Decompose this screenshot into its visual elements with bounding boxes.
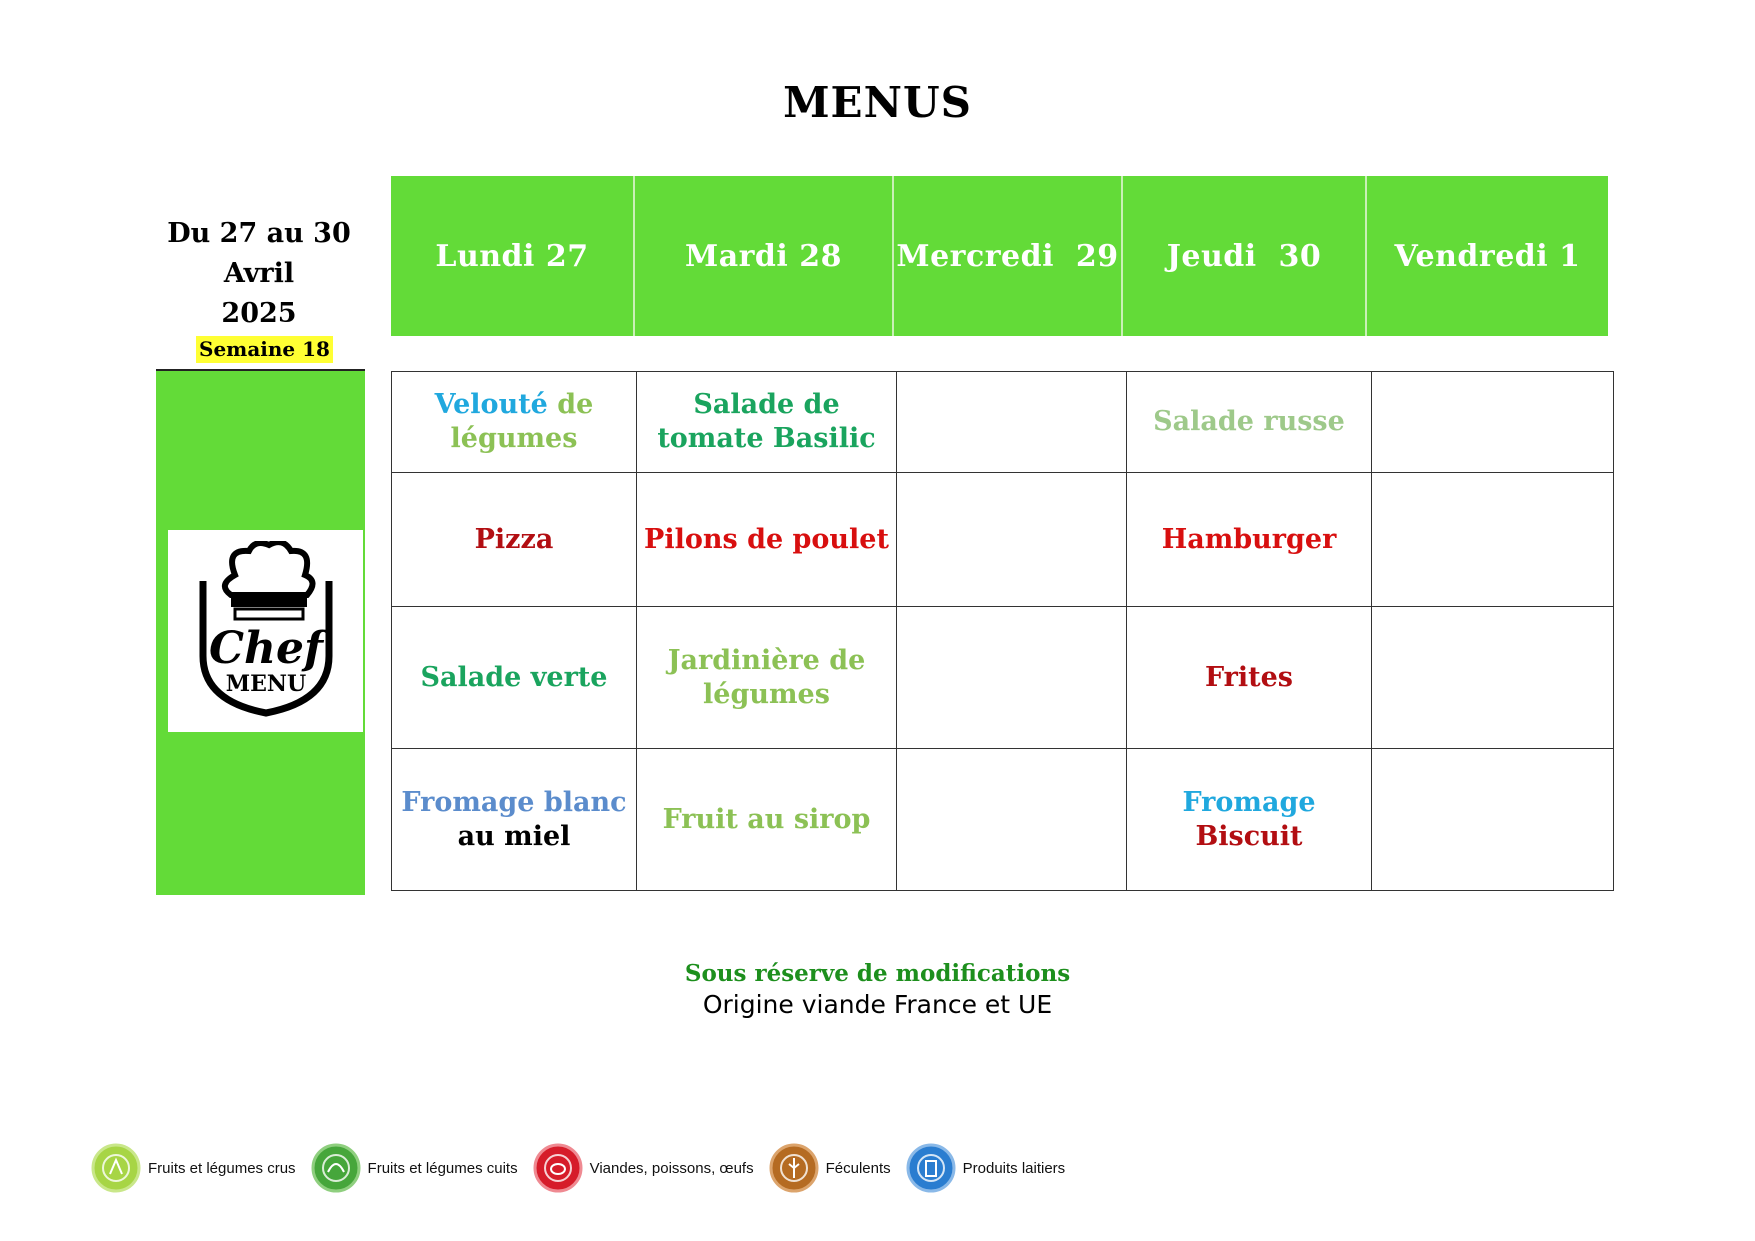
legend-item-cooked-veg: [310, 1142, 518, 1194]
logo-line1: Chef: [208, 623, 323, 674]
dish-thursday-dessert-part2: Biscuit: [1195, 820, 1303, 852]
cell-wednesday-side: [897, 607, 1127, 749]
starch-icon: [768, 1142, 820, 1194]
dish-monday-dessert-part1: Fromage blanc: [401, 786, 627, 818]
page-title: MENUS: [783, 78, 972, 127]
week-number-badge: Semaine 18: [196, 336, 333, 363]
cell-friday-dessert: [1372, 749, 1614, 891]
dish-monday-side: Salade verte: [392, 607, 637, 749]
legend-item-dairy: [905, 1142, 1066, 1194]
menu-row-main: [392, 473, 1614, 607]
dish-tuesday-main: Pilons de poulet: [637, 473, 897, 607]
chef-hat-icon: [191, 541, 341, 721]
legend-label-meat: Viandes, poissons, œufs: [589, 1159, 754, 1177]
dish-monday-starter-part1: Velouté: [434, 389, 548, 420]
dish-thursday-main: Hamburger: [1127, 473, 1372, 607]
cell-friday-side: [1372, 607, 1614, 749]
dish-monday-dessert-part2: au miel: [457, 820, 571, 852]
menu-row-starter: [392, 372, 1614, 473]
meat-fish-egg-icon: [532, 1142, 584, 1194]
cell-monday-starter: [392, 372, 637, 473]
dish-thursday-starter: Salade russe: [1127, 372, 1372, 473]
food-group-legend: [90, 1140, 1079, 1196]
disclaimer-note: Sous réserve de modifications: [684, 960, 1071, 987]
day-header-monday: Lundi 27: [391, 176, 635, 336]
dish-tuesday-side: Jardinière de légumes: [637, 607, 897, 749]
dairy-icon: [905, 1142, 957, 1194]
legend-item-starch: [768, 1142, 891, 1194]
menu-row-side: [392, 607, 1614, 749]
legend-label-raw-veg: Fruits et légumes crus: [148, 1159, 296, 1177]
day-header-wednesday: Mercredi 29: [894, 176, 1123, 336]
legend-label-dairy: Produits laitiers: [962, 1159, 1066, 1177]
dish-tuesday-dessert: Fruit au sirop: [637, 749, 897, 891]
dish-tuesday-starter: Salade de tomate Basilic: [637, 372, 897, 473]
cell-friday-starter: [1372, 372, 1614, 473]
legend-label-starch: Féculents: [825, 1159, 891, 1177]
dish-monday-starter-part2: de: [557, 389, 594, 420]
legend-item-meat: [532, 1142, 754, 1194]
menu-row-dessert: [392, 749, 1614, 891]
week-range-line1: Du 27 au 30: [167, 218, 351, 249]
cell-thursday-dessert: [1127, 749, 1372, 891]
day-header-friday: Vendredi 1: [1367, 176, 1608, 336]
cell-wednesday-starter: [897, 372, 1127, 473]
cell-friday-main: [1372, 473, 1614, 607]
day-header-tuesday: Mardi 28: [635, 176, 894, 336]
week-range: [156, 214, 362, 334]
legend-item-raw-veg: [90, 1142, 296, 1194]
week-range-line3: 2025: [221, 298, 297, 329]
day-header-thursday: Jeudi 30: [1123, 176, 1367, 336]
chef-menu-logo: [168, 530, 363, 732]
day-header-row: [391, 176, 1608, 336]
menu-table: [391, 371, 1614, 891]
legend-label-cooked-veg: Fruits et légumes cuits: [367, 1159, 518, 1177]
dish-monday-main: Pizza: [392, 473, 637, 607]
dish-thursday-side: Frites: [1127, 607, 1372, 749]
dish-monday-starter-part3: légumes: [450, 423, 578, 454]
cell-wednesday-dessert: [897, 749, 1127, 891]
cell-wednesday-main: [897, 473, 1127, 607]
cell-monday-dessert: [392, 749, 637, 891]
veg-cooked-icon: [310, 1142, 362, 1194]
meat-origin-note: Origine viande France et UE: [702, 990, 1053, 1019]
week-range-line2: Avril: [223, 258, 295, 289]
veg-raw-icon: [90, 1142, 142, 1194]
logo-line2: MENU: [225, 671, 306, 697]
dish-thursday-dessert-part1: Fromage: [1182, 786, 1316, 818]
